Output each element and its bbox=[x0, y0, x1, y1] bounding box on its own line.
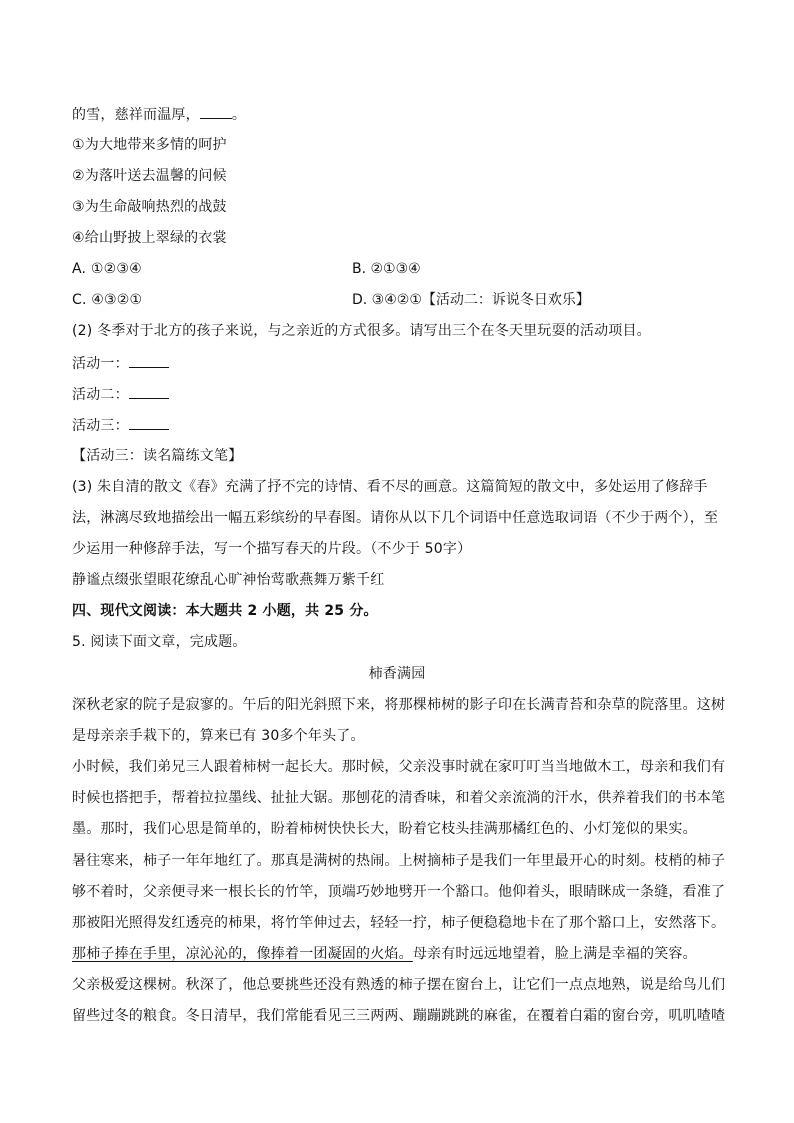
article-p3-line-2: 够不着时，父亲便寻来一根长长的竹竿，顶端巧妙地劈开一个豁口。他仰着头，眼睛眯成一条缝，看准了 bbox=[72, 884, 726, 900]
underlined-sentence: 那柿子捧在手里，凉沁沁的，像捧着一团凝固的火焰。 bbox=[72, 946, 413, 962]
article-p2-line-3: 墨。那时，我们心思是简单的，盼着柿树快快长大，盼着它枝头挂满那橘红色的、小灯笼似的果实。 bbox=[72, 821, 697, 837]
activity-1-blank[interactable] bbox=[129, 353, 169, 368]
article-p2-line-1: 小时候，我们弟兄三人跟着柿树一起长大。那时候，父亲没事时就在家叮叮当当地做木工，母亲和我们有 bbox=[72, 759, 726, 775]
option-c[interactable]: C. ④③②① bbox=[72, 292, 143, 308]
question-2-stem: (2) 冬季对于北方的孩子来说，与之亲近的方式很多。请写出三个在冬天里玩耍的活动项目。 bbox=[72, 323, 651, 339]
article-p4-line-1: 父亲极爱这棵树。秋深了，他总要挑些还没有熟透的柿子摆在窗台上，让它们一点点地熟，说是给鸟儿们 bbox=[72, 977, 726, 993]
q4-sentence-tail bbox=[72, 104, 732, 125]
article-p1-line-1: 深秋老家的院子是寂寥的。午后的阳光斜照下来，将那棵柿树的影子印在长满青苔和杂草的院落里。这树 bbox=[72, 697, 726, 713]
choice-sentence-3: ③为生命敲响热烈的战鼓 bbox=[72, 199, 227, 215]
question-5-stem: 5. 阅读下面文章，完成题。 bbox=[72, 634, 247, 650]
question-3-word-list: 静谧点缀张望眼花缭乱心旷神怡莺歌燕舞万紫千红 bbox=[72, 572, 385, 588]
sentence-rest: 母亲有时远远地望着，脸上满是幸福的笑容。 bbox=[412, 946, 697, 962]
activity-1-label: 活动一： bbox=[72, 356, 129, 372]
article-title: 柿香满园 bbox=[368, 666, 426, 682]
activity-2-label: 活动二： bbox=[72, 387, 129, 403]
option-b[interactable]: B. ②①③④ bbox=[352, 261, 421, 277]
choice-sentence-2: ②为落叶送去温馨的问候 bbox=[72, 168, 227, 184]
sentence-end: 。 bbox=[231, 107, 247, 123]
activity-3-heading: 【活动三：读名篇练文笔】 bbox=[72, 448, 243, 464]
activity-2-blank[interactable] bbox=[129, 384, 169, 399]
activity-2 bbox=[72, 384, 732, 405]
article-p1-line-2: 是母亲亲手栽下的，算来已有 30多个年头了。 bbox=[72, 728, 365, 744]
article-p4-line-2: 留些过冬的粮食。冬日清早，我们常能看见三三两两、蹦蹦跳跳的麻雀，在覆着白霜的窗台旁，叽叽喳喳 bbox=[72, 1008, 726, 1024]
answer-blank[interactable] bbox=[200, 104, 232, 119]
article-p3-line-3: 那被阳光照得发红透亮的柿果，将竹竿伸过去，轻轻一拧，柿子便稳稳地卡在了那个豁口上，安然落下。 bbox=[72, 915, 726, 931]
activity-3 bbox=[72, 415, 732, 436]
activity-1 bbox=[72, 353, 732, 374]
question-3-line-1: (3) 朱自清的散文《春》充满了抒不完的诗情、看不尽的画意。这篇简短的散文中，多处运用了修辞手 bbox=[72, 479, 708, 495]
question-3-line-2: 法，淋漓尽致地描绘出一幅五彩缤纷的早春图。请你从以下几个词语中任意选取词语（不少于两个），至 bbox=[72, 510, 719, 526]
option-a[interactable]: A. ①②③④ bbox=[72, 261, 142, 277]
choice-sentence-1: ①为大地带来多情的呵护 bbox=[72, 137, 227, 153]
question-3-line-3: 少运用一种修辞手法，写一个描写春天的片段。（不少于 50字） bbox=[72, 541, 472, 557]
option-d[interactable]: D. ③④②①【活动二：诉说冬日欢乐】 bbox=[352, 292, 590, 308]
article-p3-line-1: 暑往寒来，柿子一年年地红了。那真是满树的热闹。上树摘柿子是我们一年里最开心的时刻。枝梢的柿子 bbox=[72, 853, 726, 869]
activity-3-blank[interactable] bbox=[129, 415, 169, 430]
choice-sentence-4: ④给山野披上翠绿的衣裳 bbox=[72, 230, 227, 246]
sentence-text: 的雪，慈祥而温厚， bbox=[72, 107, 200, 123]
section-4-heading: 四、现代文阅读：本大题共 2 小题，共 25 分。 bbox=[72, 603, 378, 619]
article-p3-line-4 bbox=[72, 944, 732, 964]
activity-3-label: 活动三： bbox=[72, 418, 129, 434]
article-p2-line-2: 时候也搭把手，帮着拉拉墨线、扯扯大锯。那刨花的清香味，和着父亲流淌的汗水，供养着我们的书本笔 bbox=[72, 790, 726, 806]
